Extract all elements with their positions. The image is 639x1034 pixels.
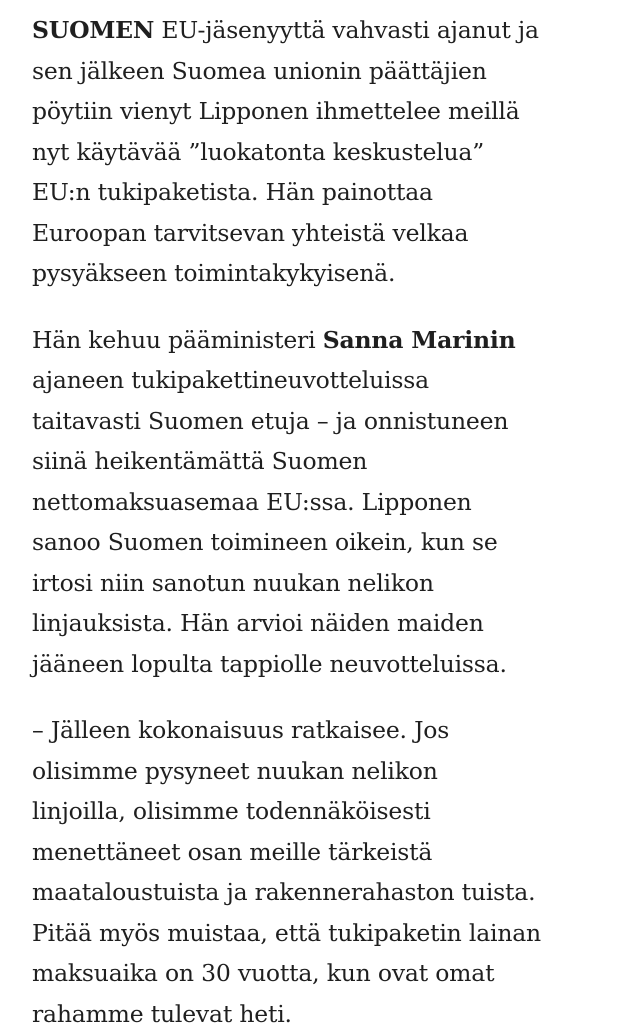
paragraph-line: linjoilla, olisimme todennäköisesti xyxy=(32,791,625,832)
paragraph-line: rahamme tulevat heti. xyxy=(32,994,625,1034)
paragraph-line: sanoo Suomen toimineen oikein, kun se xyxy=(32,522,625,563)
paragraph-line: siinä heikentämättä Suomen xyxy=(32,441,625,482)
paragraph-line: taitavasti Suomen etuja – ja onnistuneen xyxy=(32,401,625,442)
paragraph-line: jääneen lopulta tappiolle neuvotteluissa. xyxy=(32,644,625,685)
paragraph-line: pysyäkseen toimintakykyisenä. xyxy=(32,253,625,294)
lead-word: SUOMEN xyxy=(32,16,154,44)
paragraph-line: – Jälleen kokonaisuus ratkaisee. Jos xyxy=(32,710,625,751)
paragraph-line: irtosi niin sanotun nuukan nelikon xyxy=(32,563,625,604)
paragraph-line xyxy=(32,10,625,51)
paragraph-3 xyxy=(32,710,625,1034)
paragraph-line-text: EU-jäsenyyttä vahvasti ajanut ja xyxy=(154,16,539,44)
paragraph-line: sen jälkeen Suomea unionin päättäjien xyxy=(32,51,625,92)
paragraph-line: linjauksista. Hän arvioi näiden maiden xyxy=(32,603,625,644)
paragraph-line: nettomaksuasemaa EU:ssa. Lipponen xyxy=(32,482,625,523)
paragraph-line: pöytiin vienyt Lipponen ihmettelee meillä xyxy=(32,91,625,132)
paragraph-line: olisimme pysyneet nuukan nelikon xyxy=(32,751,625,792)
paragraph-line: Pitää myös muistaa, että tukipaketin lainan xyxy=(32,913,625,954)
paragraph-line: Euroopan tarvitsevan yhteistä velkaa xyxy=(32,213,625,254)
paragraph-2 xyxy=(32,320,625,685)
paragraph-line: maataloustuista ja rakennerahaston tuista. xyxy=(32,872,625,913)
paragraph-line: ajaneen tukipakettineuvotteluissa xyxy=(32,360,625,401)
paragraph-line: nyt käytävää ”luokatonta keskustelua” xyxy=(32,132,625,173)
person-name: Sanna Marinin xyxy=(323,326,516,354)
paragraph-line-text: Hän kehuu pääministeri xyxy=(32,326,323,354)
paragraph-line: maksuaika on 30 vuotta, kun ovat omat xyxy=(32,953,625,994)
paragraph-line xyxy=(32,320,625,361)
paragraph-line: menettäneet osan meille tärkeistä xyxy=(32,832,625,873)
paragraph-line: EU:n tukipaketista. Hän painottaa xyxy=(32,172,625,213)
paragraph-1 xyxy=(32,10,625,294)
